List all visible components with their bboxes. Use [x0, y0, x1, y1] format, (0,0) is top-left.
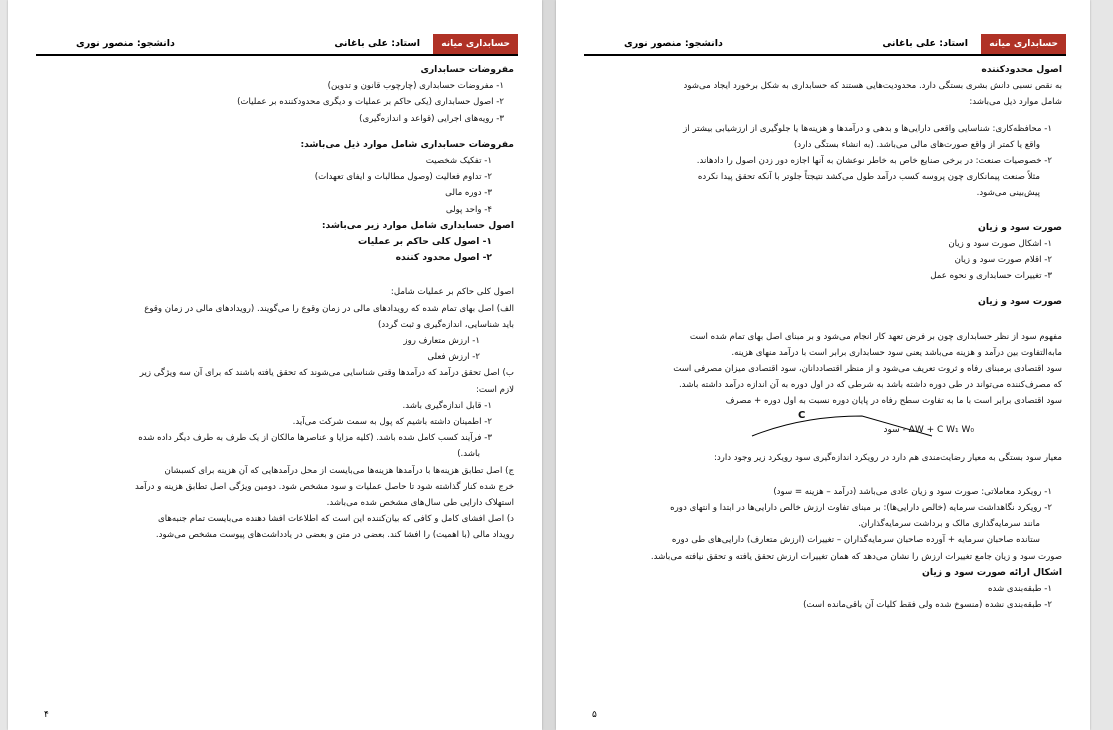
list-item: ۱- اشکال صورت سود و زیان — [948, 238, 1052, 249]
list-item: ۳- تغییرات حسابداری و نحوه عمل — [930, 271, 1052, 282]
course-badge: حسابداری میانه — [981, 34, 1066, 54]
paragraph: سود اقتصادی برابر است با ما به تفاوت سطح رفاه در پایان دوره نسبت به اول دوره + مصرف — [725, 396, 1062, 407]
page-header — [584, 34, 1066, 56]
formula-c-label: C — [798, 409, 806, 421]
page-gutter — [542, 0, 556, 730]
heading: صورت سود و زیان — [977, 296, 1062, 308]
list-item: ۱- قابل اندازه‌گیری باشد. — [402, 400, 492, 411]
heading: اصول حسابداری شامل موارد زیر می‌باشد: — [321, 219, 514, 231]
list-item: ۱- ارزش متعارف روز — [403, 336, 480, 347]
paragraph: اصول کلی حاکم بر عملیات شامل: — [390, 287, 514, 298]
heading: مفروضات حسابداری — [420, 64, 514, 75]
list-item: ۱- تفکیک شخصیت — [425, 156, 492, 167]
list-item: مانند سرمایه‌گذاری مالک و برداشت سرمایه‌گذاران. — [858, 519, 1040, 530]
list-item: ۳- دوره مالی — [445, 188, 492, 199]
list-item: واقع یا کمتر از واقع صورت‌های مالی می‌باشد. (به انشاء بستگی دارد) — [793, 139, 1040, 150]
professor-name: استاد: علی باغانی — [882, 38, 968, 49]
list-item: ۱- طبقه‌بندی شده — [987, 584, 1052, 595]
list-item: مثلاً صنعت پیمانکاری چون پروسه کسب درآمد طول می‌کشد نتیجتاً جلوتر با آنکه تحقق پیدا نکرده — [697, 172, 1040, 183]
student-name: دانشجو: منصور نوری — [76, 38, 175, 49]
paragraph: لازم است: — [475, 384, 514, 395]
paragraph: ستانده صاحبان سرمایه + آورده صاحبان سرمایه‌گذاران – تغییرات (ارزش متعارف) دارایی‌های طی دوره — [671, 535, 1040, 546]
paragraph: معیار سود بستگی به معیار رضایت‌مندی هم دارد در رویکرد اندازه‌گیری سود رویکرد زیر وجود دارد: — [713, 452, 1062, 463]
list-item: ۳- رویه‌های اجرایی (قواعد و اندازه‌گیری) — [359, 113, 504, 124]
page-body — [592, 62, 1062, 613]
student-name: دانشجو: منصور نوری — [624, 38, 723, 49]
list-item: ۲- رویکرد نگاهداشت سرمایه (خالص دارایی‌ها): بر مبنای تفاوت ارزش خالص دارایی‌ها در ابتدا و انتهای دوره — [670, 503, 1052, 514]
list-item: ۲- اطمینان داشته باشیم که پول به سمت شرکت می‌آید. — [292, 417, 492, 428]
paragraph: استهلاک دارایی طی سال‌های مشخص شده می‌باشد. — [326, 498, 514, 509]
list-item: ۴- واحد پولی — [445, 204, 492, 215]
paragraph: رویداد مالی (با اهمیت) را افشا کند. بعضی در متن و بعضی در یادداشت‌های پیوست مشخص می‌شود. — [155, 530, 514, 541]
page-number: ۵ — [592, 710, 597, 720]
formula-text: ΔW + C W₁ W₀ - سود — [883, 424, 974, 435]
list-item: ۳- فرآیند کسب کامل شده باشد. (کلیه مزایا و عناصرها مالکان از یک طرف به طرف دیگر داده شده — [138, 433, 492, 444]
paragraph: ب) اصل تحقق درآمد که درآمدها وقتی شناسایی می‌شوند که تحقق یافته باشند که برای آن سه ویژگی زیر — [139, 368, 514, 379]
paragraph: د) اصل افشای کامل و کافی که بیان‌کننده این است که اطلاعات افشا دهنده می‌بایست تمام جنبه‌های — [158, 514, 514, 525]
course-badge: حسابداری میانه — [433, 34, 518, 54]
list-item: پیش‌بینی می‌شود. — [976, 188, 1040, 199]
page-body — [44, 62, 514, 544]
paragraph: به نقص نسبی دانش بشری بستگی دارد. محدودیت‌هایی هستند که حسابداری به شکل برخورد ایجاد می‌شود — [683, 81, 1062, 92]
list-item: ۱- اصول کلی حاکم بر عملیات — [358, 236, 492, 248]
list-item: ۲- طبقه‌بندی نشده (منسوخ شده ولی فقط کلیات آن باقی‌مانده است) — [803, 600, 1052, 611]
paragraph: باید شناسایی، اندازه‌گیری و ثبت گردد) — [377, 319, 514, 330]
list-item: ۲- اصول محدود کننده — [395, 252, 492, 264]
document-page-5 — [556, 0, 1090, 730]
list-item: ۲- تداوم فعالیت (وصول مطالبات و ایفای تعهدات) — [314, 172, 492, 183]
heading: صورت سود و زیان — [977, 221, 1062, 233]
list-item: ۲- اقلام صورت سود و زیان — [954, 255, 1052, 266]
paragraph: ج) اصل تطابق هزینه‌ها با درآمدها هزینه‌ها می‌بایست از محل درآمدهایی که آن هزینه برای کسبشان — [164, 465, 514, 476]
paragraph: سود اقتصادی برمبنای رفاه و ثروت تعریف می‌شود و از منظر اقتصاددانان، سود اقتصادی میزان مصرفی است — [673, 364, 1062, 375]
paragraph: شامل موارد ذیل می‌باشد: — [969, 97, 1062, 108]
paragraph: مابه‌التفاوت بین درآمد و هزینه می‌باشد یعنی سود حسابداری برابر است با درآمد منهای هزینه. — [731, 347, 1062, 358]
list-item: باشد.) — [457, 449, 480, 460]
paragraph: الف) اصل بهای تمام شده که رویدادهای مالی در زمان وقوع را می‌گویند. (رویدادهای مالی در زمان وقوع — [144, 303, 514, 314]
economic-income-formula — [592, 410, 1062, 440]
paragraph: مفهوم سود از نظر حسابداری چون بر فرض تعهد کار انجام می‌شود و بر مبنای اصل بهای تمام شده است — [689, 331, 1062, 342]
list-item: ۲- اصول حسابداری (یکی حاکم بر عملیات و دیگری محدودکننده بر عملیات) — [237, 97, 504, 108]
document-page-4 — [8, 0, 542, 730]
page-number: ۴ — [44, 710, 49, 720]
list-item: ۱- محافظه‌کاری: شناسایی واقعی دارایی‌ها و بدهی و درآمدها و هزینه‌ها یا جلوگیری از ارزشیابی بیشتر از — [683, 123, 1052, 134]
list-item: ۱- رویکرد معاملاتی: صورت سود و زیان عادی می‌باشد (درآمد – هزینه = سود) — [773, 486, 1052, 497]
list-item: ۱- مفروضات حسابداری (چارچوب قانون و تدوین) — [327, 81, 504, 92]
paragraph: که مصرف‌کننده می‌تواند در طی دوره داشته باشد به شرطی که در اول دوره به آن اندازه درآمد داشته باشد. — [678, 380, 1062, 391]
professor-name: استاد: علی باغانی — [334, 38, 420, 49]
heading: اشکال ارائه صورت سود و زیان — [922, 566, 1062, 578]
heading: مفروضات حسابداری شامل موارد ذیل می‌باشد: — [300, 138, 514, 150]
list-item: ۲- خصوصیات صنعت: در برخی صنایع خاص به خاطر نوعشان به آنها اجازه دور زدن اصول را دادهاند. — [696, 156, 1052, 167]
paragraph: صورت سود و زیان جامع تغییرات ارزش را نشان می‌دهد که همان تغییرات ارزش تحقق یافته و تحقق نیافته می‌باشد. — [650, 551, 1062, 562]
list-item: ۲- ارزش فعلی — [427, 352, 480, 363]
page-header — [36, 34, 518, 56]
paragraph: خرج شده کنار گذاشته شود تا حاصل عملیات و سود مشخص شود. دومین ویژگی اصل تطابق هزینه و درآمد — [134, 481, 514, 492]
heading: اصول محدودکننده — [981, 64, 1062, 75]
